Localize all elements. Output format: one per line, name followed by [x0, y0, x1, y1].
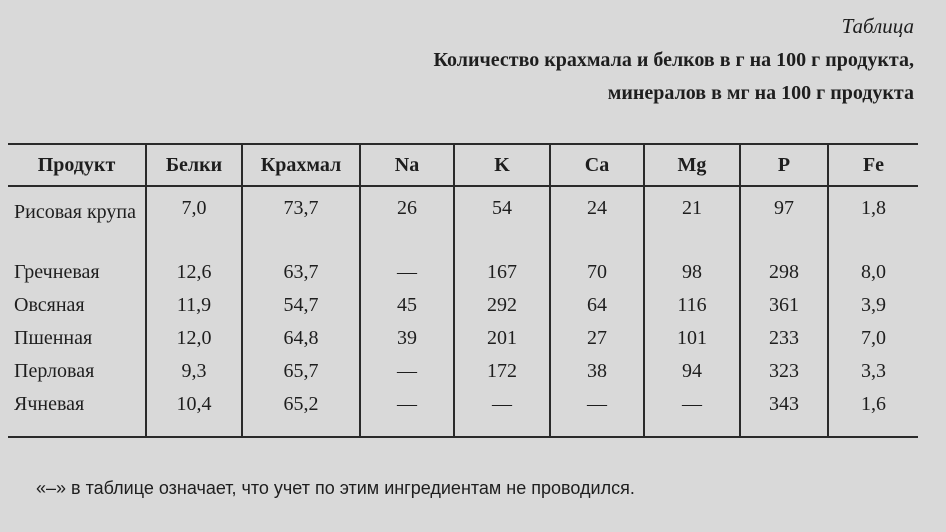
- table-cell: —: [454, 391, 550, 437]
- table-cell: 12,0: [146, 325, 242, 358]
- table-cell: 3,3: [828, 358, 918, 391]
- table-cell: 27: [550, 325, 644, 358]
- column-header: Белки: [146, 144, 242, 186]
- product-cell: Овсяная: [14, 294, 85, 316]
- table-cell: 65,7: [242, 358, 360, 391]
- column-header: Mg: [644, 144, 740, 186]
- table-cell: 54,7: [242, 292, 360, 325]
- table-cell: 64: [550, 292, 644, 325]
- table-cell: 343: [740, 391, 828, 437]
- table-header-row: [8, 144, 918, 186]
- table-cell: —: [550, 391, 644, 437]
- table-row: [8, 292, 918, 325]
- table-cell: 26: [360, 186, 454, 259]
- table-cell: 172: [454, 358, 550, 391]
- table-cell: 12,6: [146, 259, 242, 292]
- table-cell: 54: [454, 186, 550, 259]
- table-cell: 233: [740, 325, 828, 358]
- table-cell: 3,9: [828, 292, 918, 325]
- table-cell: 9,3: [146, 358, 242, 391]
- table-cell: 11,9: [146, 292, 242, 325]
- table-title-line-2: минералов в мг на 100 г продукта: [607, 82, 914, 104]
- table-cell: 24: [550, 186, 644, 259]
- table-cell: 98: [644, 259, 740, 292]
- table-row: [8, 391, 918, 437]
- table-row: [8, 186, 918, 259]
- table-cell: 1,6: [828, 391, 918, 437]
- table-cell: 116: [644, 292, 740, 325]
- table-cell: 298: [740, 259, 828, 292]
- table-cell: 39: [360, 325, 454, 358]
- column-header: Fe: [828, 144, 918, 186]
- table-cell: 70: [550, 259, 644, 292]
- table-row: [8, 358, 918, 391]
- table-cell: 38: [550, 358, 644, 391]
- column-header: Продукт: [8, 144, 146, 186]
- table-cell: 323: [740, 358, 828, 391]
- column-header: K: [454, 144, 550, 186]
- table-cell: 1,8: [828, 186, 918, 259]
- table-row: [8, 325, 918, 358]
- product-cell: Ячневая: [8, 391, 146, 437]
- table-cell: 292: [454, 292, 550, 325]
- column-header: Ca: [550, 144, 644, 186]
- table-cell: 73,7: [242, 186, 360, 259]
- product-cell: Перловая: [14, 360, 95, 382]
- column-header: P: [740, 144, 828, 186]
- table-cell: 7,0: [828, 325, 918, 358]
- table-title-line-1: Количество крахмала и белков в г на 100 г продукта,: [433, 49, 914, 71]
- table-cell: 201: [454, 325, 550, 358]
- table-cell: 97: [740, 186, 828, 259]
- table-cell: 45: [360, 292, 454, 325]
- table-cell: 7,0: [146, 186, 242, 259]
- table-cell: 64,8: [242, 325, 360, 358]
- product-cell: Рисовая крупа: [14, 201, 136, 223]
- table-cell: 21: [644, 186, 740, 259]
- table-cell: —: [360, 391, 454, 437]
- table-cell: 101: [644, 325, 740, 358]
- table-cell: 361: [740, 292, 828, 325]
- nutrition-table: [8, 143, 918, 438]
- table-cell: 65,2: [242, 391, 360, 437]
- table-cell: 167: [454, 259, 550, 292]
- product-cell: Пшенная: [14, 327, 93, 349]
- table-footnote: «–» в таблице означает, что учет по этим ингредиентам не проводился.: [36, 478, 635, 498]
- table-cell: —: [360, 259, 454, 292]
- product-cell: Гречневая: [14, 261, 100, 283]
- column-header: Крахмал: [242, 144, 360, 186]
- column-header: Na: [360, 144, 454, 186]
- table-cell: —: [644, 391, 740, 437]
- table-cell: 63,7: [242, 259, 360, 292]
- table-cell: —: [360, 358, 454, 391]
- table-cell: 10,4: [146, 391, 242, 437]
- table-cell: 8,0: [828, 259, 918, 292]
- table-caption-label: Таблица: [841, 14, 914, 38]
- table-row: [8, 259, 918, 292]
- table-cell: 94: [644, 358, 740, 391]
